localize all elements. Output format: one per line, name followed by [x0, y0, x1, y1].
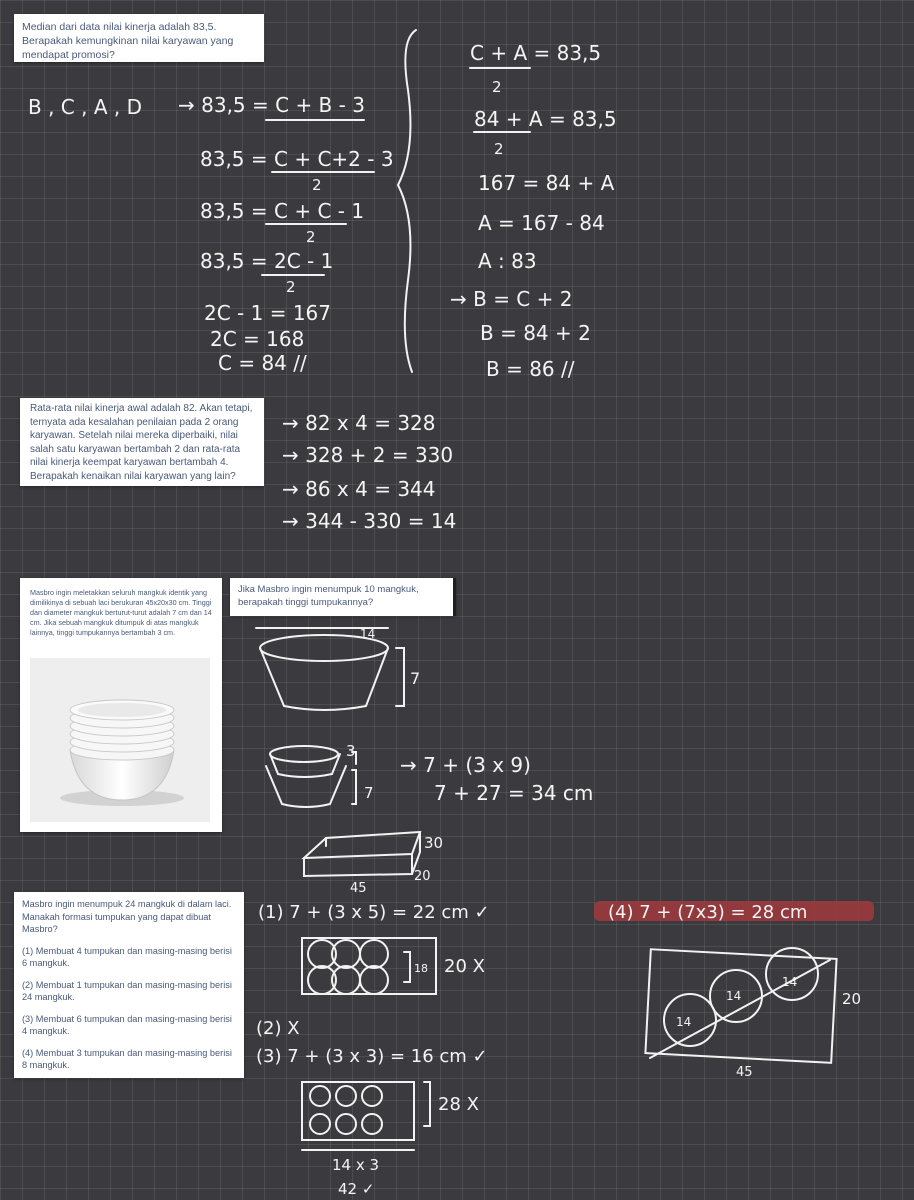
note-q4-box-height: 30 — [424, 834, 444, 852]
note-q4-increment: 3 — [346, 742, 356, 760]
note-q2-step2: → 328 + 2 = 330 — [282, 443, 454, 467]
note-q5-option4: (4) 7 + (7x3) = 28 cm — [608, 902, 808, 923]
note-q5-reject3: 28 X — [438, 1094, 479, 1115]
note-q1r-step4: A : 83 — [478, 249, 537, 273]
note-q5-option1: (1) 7 + (3 x 5) = 22 cm ✓ — [258, 902, 490, 923]
option-4: (4) Membuat 3 tumpukan dan masing-masing berisi 8 mangkuk. — [22, 1047, 232, 1070]
note-q4-base: 7 — [364, 784, 374, 802]
note-q5-d3: 14 — [782, 975, 798, 989]
note-q1-step1: 83,5 = C + C+2 - 3 — [200, 147, 394, 171]
note-q4-box-width: 20 — [414, 869, 431, 884]
note-q5-width-label: 18 — [414, 962, 428, 975]
note-q1-step2: 83,5 = C + C - 1 — [200, 199, 365, 223]
note-q1r-eq: C + A = 83,5 — [470, 41, 602, 65]
note-q1r-step5: → B = C + 2 — [450, 287, 573, 311]
note-q4-calc: → 7 + (3 x 9) — [400, 753, 531, 777]
note-q5-drawer-width: 20 — [842, 990, 862, 1008]
note-q2-answer: → 344 - 330 = 14 — [282, 509, 457, 533]
question-text: Rata-rata nilai kinerja awal adalah 82. Akan tetapi, ternyata ada kesalahan penilaian pada 2 orang karyawan. Setelah nilai mereka diperbaiki, nilai salah satu karyawan bertambah 2 dan rata-rata nilai kinerja keempat karyawan bertambah 4. Berapakah kenaikan nilai karyawan yang lain? — [30, 403, 253, 482]
note-q2-step1: → 82 x 4 = 328 — [282, 411, 436, 435]
note-q5-reject1: 20 X — [444, 956, 485, 977]
note-q1r-step2: 167 = 84 + A — [478, 171, 615, 195]
note-q1-den1: 2 — [312, 176, 322, 194]
question-intro: Masbro ingin menumpuk 24 mangkuk di dalam laci. Manakah formasi tumpukan yang dapat dibuat Masbro? — [22, 899, 232, 934]
note-q5-length-calc: 14 x 3 — [332, 1156, 380, 1174]
note-q5-option2: (2) X — [256, 1018, 300, 1039]
note-q1-set: B , C , A , D — [28, 95, 142, 119]
note-q5-d1: 14 — [676, 1015, 692, 1029]
note-q5-length-result: 42 ✓ — [338, 1180, 375, 1198]
note-q1r-den1: 2 — [492, 78, 502, 96]
question-text: Jika Masbro ingin menumpuk 10 mangkuk, berapakah tinggi tumpukannya? — [238, 584, 419, 608]
note-q5-d2: 14 — [726, 989, 742, 1003]
note-q5-option3: (3) 7 + (3 x 3) = 16 cm ✓ — [256, 1046, 488, 1067]
note-q5-drawer-length: 45 — [736, 1065, 753, 1080]
question-text: Masbro ingin meletakkan seluruh mangkuk identik yang dimilikinya di sebuah laci berukuran 45x20x30 cm. Tinggi dan diameter mangkuk berturut-turut adalah 7 cm dan 14 cm. Jika sebuah mangkuk ditumpuk di atas mangkuk lainnya, tinggi tumpukannya bertambah 3 cm. — [30, 588, 212, 637]
note-q1-den3: 2 — [286, 278, 296, 296]
note-q1r-step6: B = 84 + 2 — [480, 321, 591, 345]
note-q2-step3: → 86 x 4 = 344 — [282, 477, 436, 501]
note-q4-box-length: 45 — [350, 881, 367, 896]
option-1: (1) Membuat 4 tumpukan dan masing-masing berisi 6 mangkuk. — [22, 945, 232, 968]
note-q1-answer-c: C = 84 // — [218, 351, 307, 375]
note-q4-answer: 7 + 27 = 34 cm — [434, 781, 594, 805]
option-2: (2) Membuat 1 tumpukan dan masing-masing berisi 24 mangkuk. — [22, 979, 232, 1002]
note-q1r-den2: 2 — [494, 140, 504, 158]
note-q1r-step1: 84 + A = 83,5 — [474, 107, 617, 131]
note-q1-eq: → 83,5 = C + B - 3 — [178, 93, 365, 117]
note-q1-den2: 2 — [306, 228, 316, 246]
note-q1-step4: 2C - 1 = 167 — [204, 301, 331, 325]
note-q4-height: 7 — [410, 669, 421, 688]
question-text: Median dari data nilai kinerja adalah 83,5. Berapakah kemungkinan nilai karyawan yang mendapat promosi? — [22, 21, 234, 61]
note-q4-diameter: 14 — [360, 627, 376, 641]
note-q1-step3: 83,5 = 2C - 1 — [200, 249, 334, 273]
note-q1r-step3: A = 167 - 84 — [478, 211, 605, 235]
note-q1-step5: 2C = 168 — [210, 327, 305, 351]
option-3: (3) Membuat 6 tumpukan dan masing-masing berisi 4 mangkuk. — [22, 1013, 232, 1036]
note-q1r-answer-b: B = 86 // — [486, 357, 575, 381]
